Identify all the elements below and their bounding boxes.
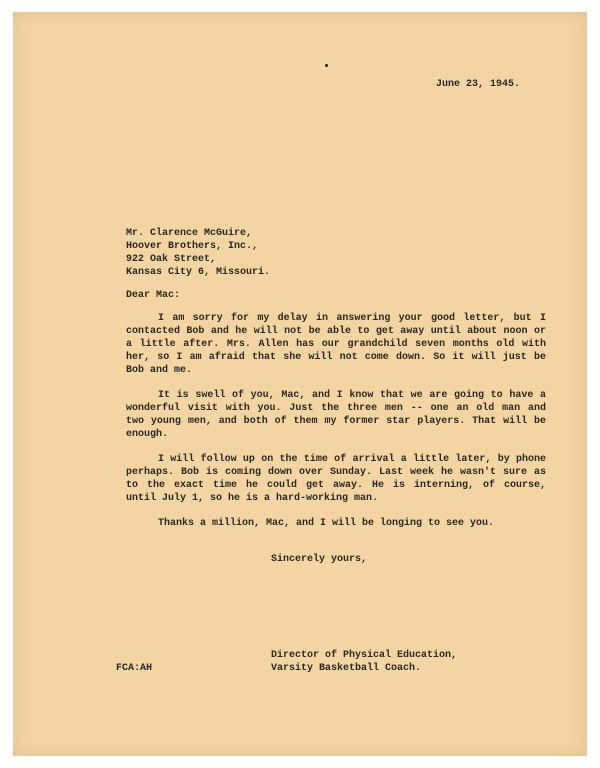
reference-initials: FCA:AH [116, 663, 153, 674]
letter-page [13, 12, 587, 756]
signature-title-line: Varsity Basketball Coach. [271, 663, 422, 674]
signature-title [271, 649, 457, 675]
signature-title-line: Director of Physical Education, [271, 650, 458, 661]
salutation: Dear Mac: [126, 290, 181, 301]
address-line: Mr. Clarence McGuire, [126, 228, 253, 239]
complimentary-close: Sincerely yours, [271, 554, 368, 565]
letter-date: June 23, 1945. [436, 79, 521, 90]
paper-speck [325, 64, 328, 67]
body-paragraph: It is swell of you, Mac, and I know that we are going to have a wonderful visit with you. Just the three men -- one an old man and two young men, and both of them my former star players. That will be enough. [126, 390, 546, 440]
body-paragraph: I am sorry for my delay in answering your good letter, but I contacted Bob and he will not be able to get away until about noon or a little after. Mrs. Allen has our grandchild seven months old with her, so I am afraid that she will not come down. So it will just be Bob and me. [126, 313, 546, 376]
recipient-address [126, 227, 270, 279]
address-line: Kansas City 6, Missouri. [126, 267, 271, 278]
body-paragraph: I will follow up on the time of arrival a little later, by phone perhaps. Bob is coming down over Sunday. Last week he wasn't sure as to the exact time he could get away. He is interning, of course, until July 1, so he is a hard-working man. [126, 454, 546, 504]
address-line: Hoover Brothers, Inc., [126, 241, 259, 252]
address-line: 922 Oak Street, [126, 254, 217, 265]
letter-body [126, 312, 546, 542]
body-paragraph: Thanks a million, Mac, and I will be longing to see you. [158, 518, 495, 529]
